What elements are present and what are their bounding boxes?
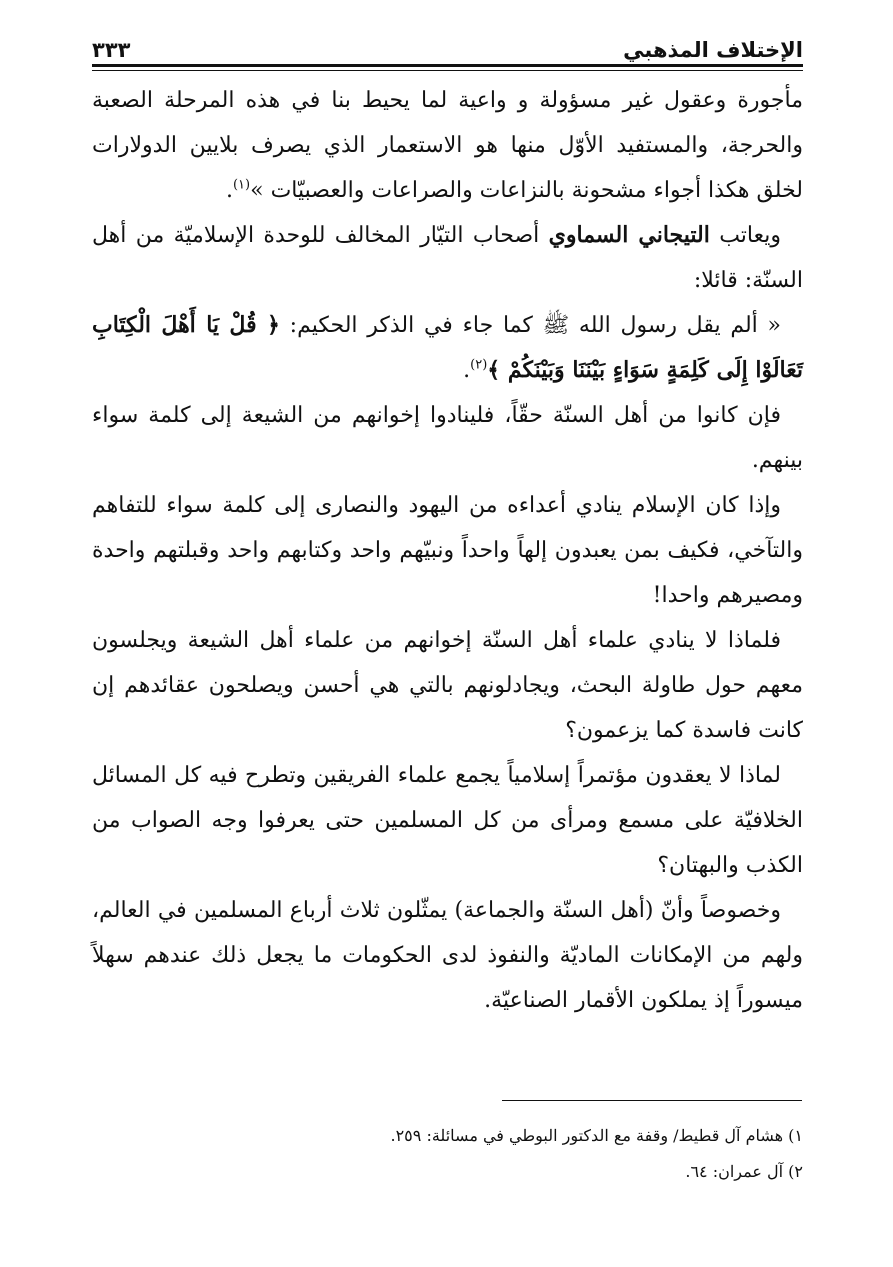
paragraph-2 <box>92 213 803 303</box>
page-header <box>92 30 803 62</box>
paragraph-3-end: . <box>463 358 471 383</box>
footnotes <box>92 1118 803 1190</box>
running-title: الإختلاف المذهبي <box>623 38 803 62</box>
paragraph-4: فإن كانوا من أهل السنّة حقّاً، فلينادوا إخوانهم من الشيعة إلى كلمة سواء بينهم. <box>92 403 803 473</box>
header-rule-thick <box>92 64 803 67</box>
paragraph-8: وخصوصاً وأنّ (أهل السنّة والجماعة) يمثّلون ثلاث أرباع المسلمين في العالم، ولهم من الإمكانات الماديّة والنفوذ لدى الحكومات ما يجعل ذلك عندهم سهلاً ميسوراً إذ يملكون الأقمار الصناعيّة. <box>92 898 803 1013</box>
paragraph-3-text: « ألم يقل رسول الله ﷺ كما جاء في الذكر الحكيم: <box>279 313 781 338</box>
footnote-separator <box>502 1100 802 1101</box>
footnote-ref-1[interactable]: (١) <box>232 177 251 193</box>
footnote-2: ٢) آل عمران: ٦٤. <box>685 1162 803 1181</box>
paragraph-2-start: ويعاتب <box>709 223 781 248</box>
page-number: ٣٣٣ <box>92 38 131 62</box>
footnote-1: ١) هشام آل قطيط/ وقفة مع الدكتور البوطي في مسائلة: ٢٥٩. <box>390 1126 803 1145</box>
paragraph-5: وإذا كان الإسلام ينادي أعداءه من اليهود والنصارى إلى كلمة سواء للتفاهم والتآخي، فكيف بمن يعبدون إلهاً واحداً ونبيّهم واحد وكتابهم واحد وقبلتهم واحدة ومصيرهم واحدا! <box>92 493 803 608</box>
quran-verse: ﴿ قُلْ يَا أَهْلَ الْكِتَابِ تَعَالَوْا إِلَى كَلِمَةٍ سَوَاءٍ بَيْنَنَا وَبَيْنَكُمْ ﴾ <box>92 312 803 383</box>
paragraph-7: لماذا لا يعقدون مؤتمراً إسلامياً يجمع علماء الفريقين وتطرح فيه كل المسائل الخلافيّة على مسمع ومرأى من كل المسلمين حتى يعرفوا وجه الصواب من الكذب والبهتان؟ <box>92 763 803 878</box>
author-name: التيجاني السماوي <box>548 222 710 248</box>
paragraph-1-end: . <box>225 178 233 203</box>
header-rule-thin <box>92 70 803 71</box>
body-text <box>92 78 803 1023</box>
paragraph-3 <box>92 303 803 393</box>
footnote-ref-2[interactable]: (٢) <box>470 357 488 373</box>
paragraph-6: فلماذا لا ينادي علماء أهل السنّة إخوانهم من علماء أهل الشيعة ويجلسون معهم حول طاولة البحث، ويجادلونهم بالتي هي أحسن ويصلحون عقائدهم إن كانت فاسدة كما يزعمون؟ <box>92 628 803 743</box>
paragraph-1 <box>92 78 803 213</box>
paragraph-1-text: مأجورة وعقول غير مسؤولة و واعية لما يحيط بنا في هذه المرحلة الصعبة والحرجة، والمستفيد الأوّل منها هو الاستعمار الذي يصرف بلايين الدولارات لخلق هكذا أجواء مشحونة بالنزاعات والصراعات والعصبيّات » <box>92 88 803 203</box>
paragraph-2-rest: أصحاب التيّار المخالف للوحدة الإسلاميّة من أهل السنّة: قائلا: <box>92 223 803 293</box>
